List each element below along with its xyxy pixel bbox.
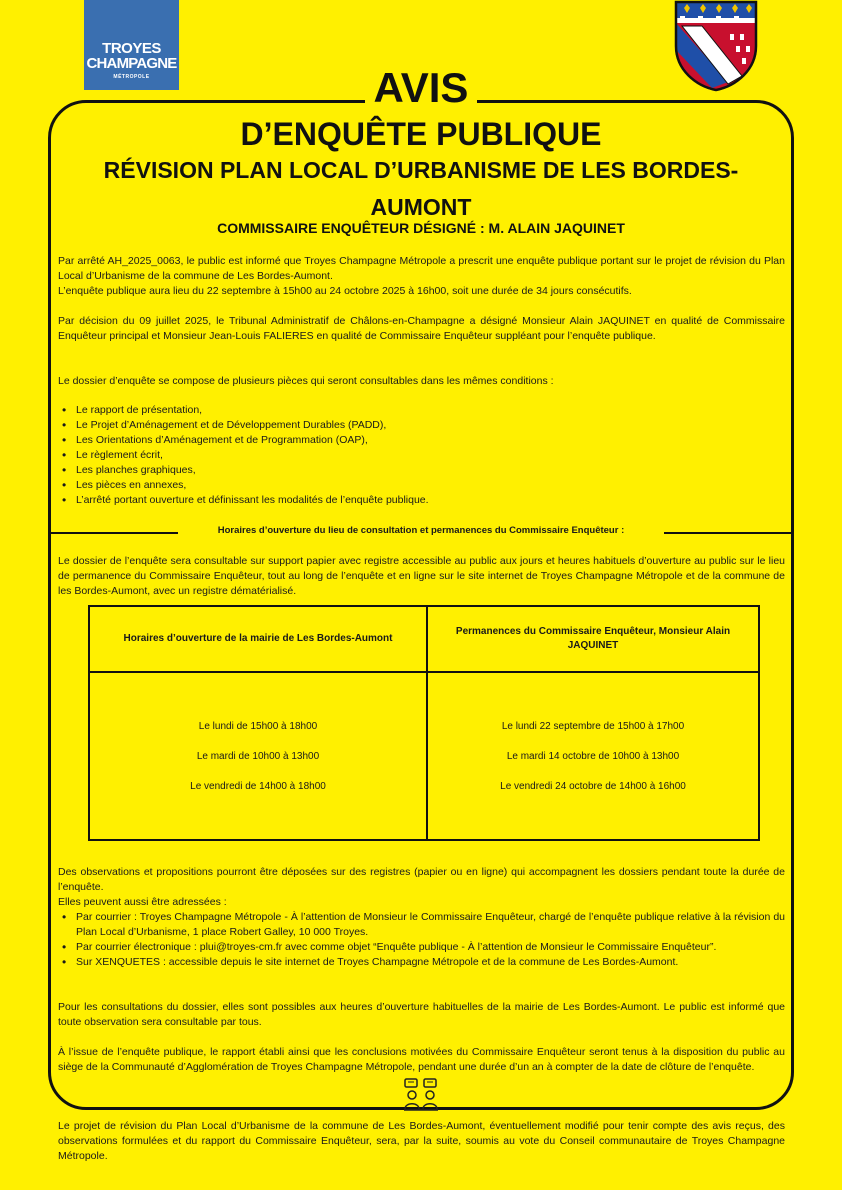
dossier-list bbox=[58, 403, 785, 508]
people-discussion-icon bbox=[402, 1077, 440, 1111]
list-item: • Le rapport de présentation, bbox=[58, 403, 785, 418]
avis-heading: AVIS bbox=[373, 64, 469, 111]
list-item: • Le Projet d’Aménagement et de Développement Durables (PADD), bbox=[58, 418, 785, 433]
commissioner-line: COMMISSAIRE ENQUÊTEUR DÉSIGNÉ : M. ALAIN JAQUINET bbox=[217, 220, 625, 236]
table-header-row bbox=[89, 606, 759, 672]
permanence-line: Le mardi 14 octobre de 10h00 à 13h00 bbox=[506, 750, 680, 762]
list-item: • Le règlement écrit, bbox=[58, 448, 785, 463]
permanence-line: Le vendredi 24 octobre de 14h00 à 16h00 bbox=[500, 780, 686, 792]
list-item: • Les planches graphiques, bbox=[58, 463, 785, 478]
table-cell-mairie bbox=[89, 672, 427, 840]
logo-line-2: CHAMPAGNE bbox=[86, 55, 177, 72]
table-cell-permanences bbox=[427, 672, 759, 840]
logo-line-3: MÉTROPOLE bbox=[113, 74, 150, 80]
list-item: • Par courrier : Troyes Champagne Métropole - À l’attention de Monsieur le Commissaire Enquêteur, chargé de l’enquête publique relative à la révision du Plan Local d’Urbanisme, 1 place Robert Galley, 10 000 Troyes. bbox=[58, 910, 785, 940]
observations-list bbox=[58, 910, 785, 970]
logo-line-1: TROYES bbox=[102, 40, 161, 57]
observations-paragraph bbox=[58, 865, 785, 910]
page-title: D’ENQUÊTE PUBLIQUE bbox=[240, 116, 602, 152]
closing-paragraph-1: Pour les consultations du dossier, elles sont possibles aux heures d’ouverture habituelles de la mairie de Les Bordes-Aumont. Le public est informé que toute observation sera consultable par tous. bbox=[58, 1001, 785, 1028]
list-item: • Sur XENQUETES : accessible depuis le site internet de Troyes Champagne Métropole et de la commune de Les Bordes-Aumont. bbox=[58, 955, 785, 970]
intro-paragraph-2: Par décision du 09 juillet 2025, le Tribunal Administratif de Châlons-en-Champagne a désigné Monsieur Alain JAQUINET en qualité de Commissaire Enquêteur principal et Monsieur Jean-Louis FALIERES en qualité de Commissaire Enquêteur suppléant pour l’enquête publique. bbox=[58, 315, 785, 342]
intro-text-1a: Par arrêté AH_2025_0063, le public est informé que Troyes Champagne Métropole a prescrit une enquête publique portant sur le projet de révision du Plan Local d’Urbanisme de la commune de Les Bordes-Aumont. bbox=[58, 255, 785, 282]
observations-text-2: Elles peuvent aussi être adressées : bbox=[58, 896, 227, 908]
list-item: • Les Orientations d’Aménagement et de Programmation (OAP), bbox=[58, 433, 785, 448]
table-header-permanences: Permanences du Commissaire Enquêteur, Monsieur Alain JAQUINET bbox=[427, 606, 759, 672]
mairie-hours-line: Le lundi de 15h00 à 18h00 bbox=[198, 720, 318, 732]
mairie-hours-line: Le vendredi de 14h00 à 18h00 bbox=[190, 780, 326, 792]
list-item: • Par courrier électronique : plui@troyes-cm.fr avec comme objet “Enquête publique - À l’attention de Monsieur le Commissaire Enquêteur”. bbox=[58, 940, 785, 955]
page-subtitle: RÉVISION PLAN LOCAL D’URBANISME DE LES BORDES-AUMONT bbox=[103, 157, 739, 220]
list-item: • Les pièces en annexes, bbox=[58, 478, 785, 493]
intro-text-1b: L’enquête publique aura lieu du 22 septembre à 15h00 au 24 octobre 2025 à 16h00, soit une durée de 34 jours consécutifs. bbox=[58, 285, 632, 297]
intro-paragraph-1 bbox=[58, 254, 785, 299]
schedule-table bbox=[88, 605, 760, 841]
intro-paragraph-3: Le dossier d’enquête se compose de plusieurs pièces qui seront consultables dans les mêmes conditions : bbox=[58, 375, 554, 387]
consultation-paragraph: Le dossier de l’enquête sera consultable sur support papier avec registre accessible au public aux jours et heures habituels d’ouverture au public sur le lieu de permanence du Commissaire Enquêteur, tout au long de l’enquête et en ligne sur le site internet de Troyes Champagne Métropole et de la commune de les Bordes-Aumont, avec un registre dématérialisé. bbox=[58, 555, 785, 597]
table-header-mairie: Horaires d’ouverture de la mairie de Les Bordes-Aumont bbox=[89, 606, 427, 672]
observations-text-1: Des observations et propositions pourront être déposées sur des registres (papier ou en ligne) qui accompagnent les dossiers pendant toute la durée de l’enquête. bbox=[58, 866, 785, 893]
list-item: • L’arrêté portant ouverture et définissant les modalités de l’enquête publique. bbox=[58, 493, 785, 508]
closing-paragraph-2: À l’issue de l’enquête publique, le rapport établi ainsi que les conclusions motivées du Commissaire Enquêteur seront tenus à la disposition du public au siège de la Communauté d’Agglomération de Troyes Champagne Métropole, pendant une durée d’un an à compter de la date de clôture de l’enquête. bbox=[58, 1046, 785, 1073]
section-title: Horaires d’ouverture du lieu de consultation et permanences du Commissaire Enquêteur : bbox=[217, 525, 625, 536]
mairie-hours-line: Le mardi de 10h00 à 13h00 bbox=[196, 750, 320, 762]
permanence-line: Le lundi 22 septembre de 15h00 à 17h00 bbox=[501, 720, 685, 732]
table-row bbox=[89, 672, 759, 840]
footer-paragraph: Le projet de révision du Plan Local d’Urbanisme de la commune de Les Bordes-Aumont, éventuellement modifié pour tenir compte des avis reçus, des observations formulées et du rapport du Commissaire Enquêteur, sera, par la suite, soumis au vote du Conseil communautaire de Troyes Champagne Métropole. bbox=[58, 1120, 785, 1162]
